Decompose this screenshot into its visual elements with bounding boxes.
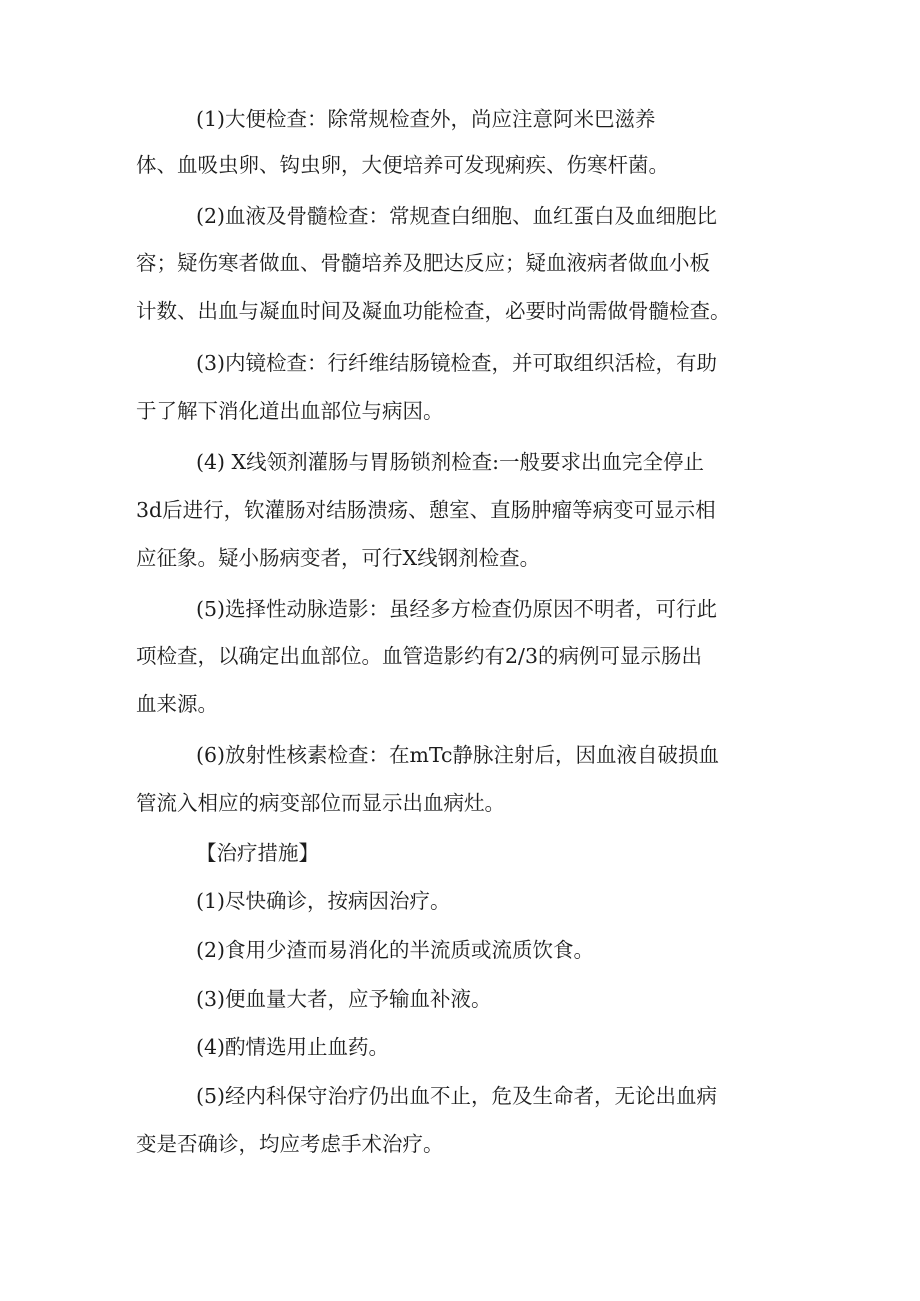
text-line: 于了解下消化道出血部位与病因。 (136, 399, 444, 423)
text-line: 项检查，以确定出血部位。血管造影约有2/3的病例可显示肠出 (136, 644, 702, 668)
text-line: 血来源。 (136, 692, 218, 716)
text-line: (5)选择性动脉造影：虽经多方检查仍原因不明者，可行此 (196, 597, 718, 621)
text-line: (5)经内科保守治疗仍出血不止，危及生命者，无论出血病 (196, 1084, 718, 1108)
text-line: (3)便血量大者，应予输血补液。 (196, 987, 492, 1011)
text-line: 变是否确诊，均应考虑手术治疗。 (136, 1132, 444, 1156)
text-line: (3)内镜检查：行纤维结肠镜检查，并可取组织活检，有助 (196, 351, 718, 375)
text-line: (2)血液及骨髓检查：常规查白细胞、血红蛋白及血细胞比 (196, 204, 718, 228)
text-line: (2)食用少渣而易消化的半流质或流质饮食。 (196, 938, 595, 962)
text-line: 管流入相应的病变部位而显示出血病灶。 (136, 791, 505, 815)
text-line: 体、血吸虫卵、钩虫卵，大便培养可发现痢疾、伤寒杆菌。 (136, 153, 669, 177)
text-line: 应征象。疑小肠病变者，可行X线钢剂检查。 (136, 546, 541, 570)
text-line: (6)放射性核素检查：在mTc静脉注射后，因血液自破损血 (196, 743, 720, 767)
text-line: (4)酌情选用止血药。 (196, 1035, 390, 1059)
text-line: 容；疑伤寒者做血、骨髓培养及肥达反应；疑血液病者做血小板 (136, 251, 710, 275)
text-line: (1)尽快确诊，按病因治疗。 (196, 889, 451, 913)
text-line: 3d后进行，钦灌肠对结肠溃疡、憩室、直肠肿瘤等病变可显示相 (136, 498, 716, 522)
text-line: 计数、出血与凝血时间及凝血功能检查，必要时尚需做骨髓检查。 (136, 299, 731, 323)
section-heading: 【治疗措施】 (196, 841, 319, 865)
text-line: (1)大便检查：除常规检查外，尚应注意阿米巴滋养 (196, 107, 656, 131)
text-line: (4) X线领剂灌肠与胃肠锁剂检查:一般要求出血完全停止 (196, 450, 705, 474)
